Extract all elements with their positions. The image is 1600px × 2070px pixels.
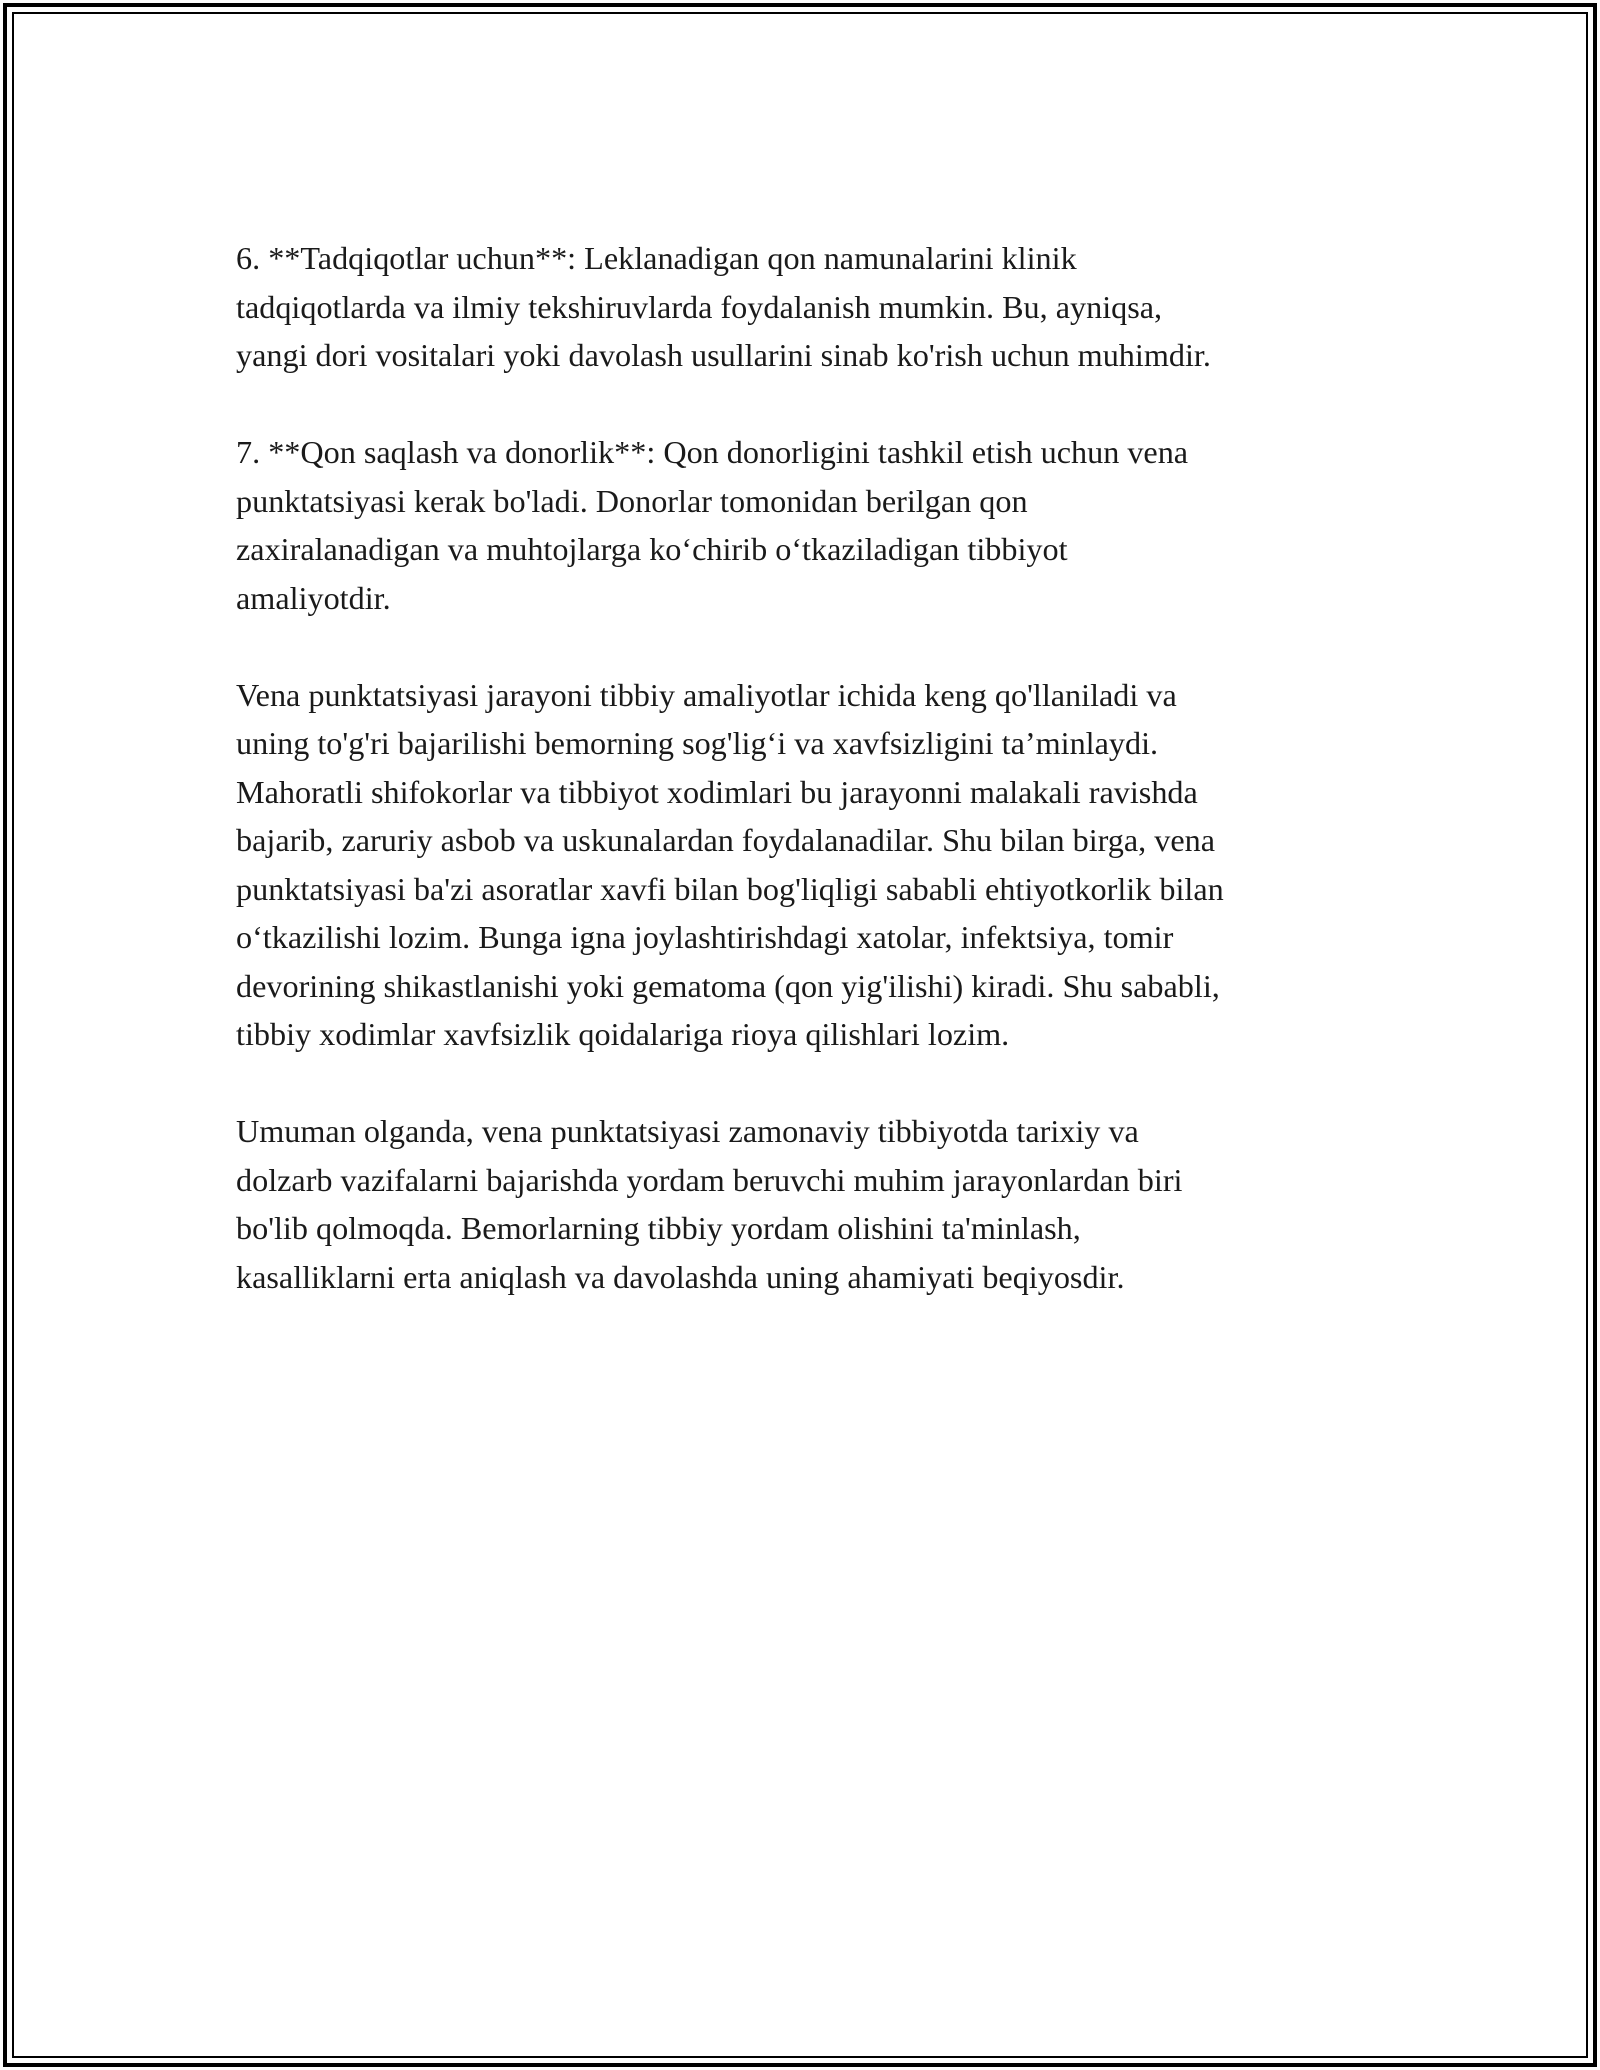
text-line: amaliyotdir. xyxy=(236,579,391,616)
paragraph-procedure-safety xyxy=(236,671,1376,1059)
text-line: yangi dori vositalari yoki davolash usullarini sinab ko'rish uchun muhimdir. xyxy=(236,337,1211,373)
text-line: zaxiralanadigan va muhtojlarga ko‘chirib o‘tkaziladigan tibbiyot xyxy=(236,531,1068,567)
text-line: uning to'g'ri bajarilishi bemorning sog'lig‘i va xavfsizligini ta’minlaydi. xyxy=(236,725,1159,761)
text-line: 7. **Qon saqlash va donorlik**: Qon donorligini tashkil etish uchun vena xyxy=(236,434,1189,470)
text-line: Mahoratli shifokorlar va tibbiyot xodimlari bu jarayonni malakali ravishda xyxy=(236,773,1198,810)
text-line: o‘tkazilishi lozim. Bunga igna joylashtirishdagi xatolar, infektsiya, tomir xyxy=(236,919,1174,955)
text-line: bajarib, zaruriy asbob va uskunalardan foydalanadilar. Shu bilan birga, vena xyxy=(236,822,1216,858)
text-line: bo'lib qolmoqda. Bemorlarning tibbiy yordam olishini ta'minlash, xyxy=(236,1210,1081,1246)
text-line: kasalliklarni erta aniqlash va davolashda uning ahamiyati beqiyosdir. xyxy=(236,1258,1125,1295)
text-line: Vena punktatsiyasi jarayoni tibbiy amaliyotlar ichida keng qo'llaniladi va xyxy=(236,676,1177,713)
paragraph-conclusion xyxy=(236,1107,1376,1301)
text-line: dolzarb vazifalarni bajarishda yordam beruvchi muhim jarayonlardan biri xyxy=(236,1161,1183,1198)
text-line: 6. **Tadqiqotlar uchun**: Leklanadigan qon namunalarini klinik xyxy=(236,240,1077,276)
text-line: devorining shikastlanishi yoki gematoma (qon yig'ilishi) kiradi. Shu sababli, xyxy=(236,967,1220,1004)
text-line: punktatsiyasi kerak bo'ladi. Donorlar tomonidan berilgan qon xyxy=(236,482,1028,519)
text-line: tadqiqotlarda va ilmiy tekshiruvlarda foydalanish mumkin. Bu, ayniqsa, xyxy=(236,288,1163,325)
paragraph-blood-donation xyxy=(236,428,1376,622)
text-line: punktatsiyasi ba'zi asoratlar xavfi bilan bog'liqligi sababli ehtiyotkorlik bilan xyxy=(236,870,1224,907)
text-line: Umuman olganda, vena punktatsiyasi zamonaviy tibbiyotda tarixiy va xyxy=(236,1113,1139,1149)
text-line: tibbiy xodimlar xavfsizlik qoidalariga rioya qilishlari lozim. xyxy=(236,1016,1010,1052)
document-body xyxy=(236,234,1376,1350)
paragraph-research xyxy=(236,234,1376,380)
